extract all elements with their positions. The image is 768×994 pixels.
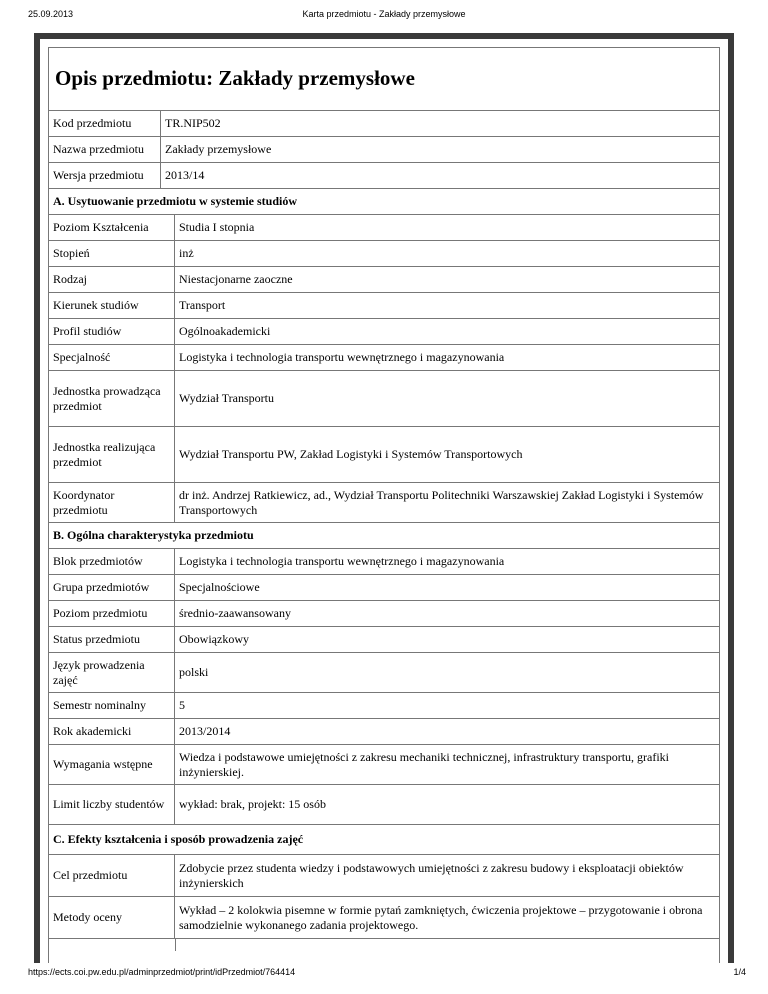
section-c-heading: C. Efekty kształcenia i sposób prowadzenia zajęć: [49, 824, 719, 854]
row-value: Wiedza i podstawowe umiejętności z zakresu mechaniki technicznej, infrastruktury transportu, grafiki inżynierskiej.: [179, 749, 670, 779]
row-value: 5: [179, 698, 185, 712]
row-value: Obowiązkowy: [179, 632, 249, 646]
row-label: Nazwa przedmiotu: [49, 137, 161, 162]
row-value: Studia I stopnia: [179, 220, 255, 234]
row-value: wykład: brak, projekt: 15 osób: [179, 797, 326, 811]
table-row-course-name: [49, 136, 719, 162]
table-row: [49, 784, 719, 824]
table-row: [49, 854, 719, 896]
row-label: Kierunek studiów: [49, 293, 175, 318]
row-label: Metody oceny: [49, 897, 175, 938]
row-value: Transport: [179, 298, 226, 312]
row-value: Wykład – 2 kolokwia pisemne w formie pytań zamkniętych, ćwiczenia projektowe – przygotowanie i obrona samodzielnie wykonanego zadania projektowego.: [179, 902, 703, 932]
table-row-continuation: [49, 938, 719, 951]
table-row: [49, 292, 719, 318]
table-row: [49, 718, 719, 744]
print-header: [0, 9, 768, 23]
document-body: [48, 47, 720, 963]
row-value: Niestacjonarne zaoczne: [179, 272, 293, 286]
row-label: Jednostka prowadząca przedmiot: [49, 371, 175, 426]
row-value: Logistyka i technologia transportu wewnętrznego i magazynowania: [179, 350, 505, 364]
table-row: [49, 318, 719, 344]
row-label: Limit liczby studentów: [49, 785, 175, 824]
row-label: Semestr nominalny: [49, 693, 175, 718]
table-row: [49, 574, 719, 600]
table-row: [49, 214, 719, 240]
row-label: Specjalność: [49, 345, 175, 370]
row-label: Blok przedmiotów: [49, 549, 175, 574]
row-label: Wersja przedmiotu: [49, 163, 161, 188]
print-date: 25.09.2013: [28, 9, 74, 19]
row-value: inż: [179, 246, 194, 260]
row-value: polski: [179, 665, 209, 679]
row-value: Ogólnoakademicki: [179, 324, 271, 338]
row-label: Rok akademicki: [49, 719, 175, 744]
table-row-course-code: [49, 110, 719, 136]
table-row: [49, 600, 719, 626]
row-label: Koordynator przedmiotu: [49, 483, 175, 522]
row-label: Profil studiów: [49, 319, 175, 344]
table-row: [49, 240, 719, 266]
table-row: [49, 370, 719, 426]
section-a-heading: A. Usytuowanie przedmiotu w systemie studiów: [49, 188, 719, 214]
row-value: dr inż. Andrzej Ratkiewicz, ad., Wydział Transportu Politechniki Warszawskiej Zakład Logistyki i Systemów Transportowych: [179, 487, 704, 517]
row-label: Grupa przedmiotów: [49, 575, 175, 600]
table-row: [49, 344, 719, 370]
section-b-heading: B. Ogólna charakterystyka przedmiotu: [49, 522, 719, 548]
row-label: Status przedmiotu: [49, 627, 175, 652]
row-value: średnio-zaawansowany: [179, 606, 291, 620]
row-value: TR.NIP502: [165, 116, 221, 130]
row-label: Stopień: [49, 241, 175, 266]
course-table: [49, 110, 719, 951]
row-value: 2013/2014: [179, 724, 231, 738]
row-label: Poziom Kształcenia: [49, 215, 175, 240]
print-footer: [0, 967, 768, 981]
table-row: [49, 482, 719, 522]
row-label: Jednostka realizująca przedmiot: [49, 427, 175, 482]
row-label: Rodzaj: [49, 267, 175, 292]
table-row-course-version: [49, 162, 719, 188]
print-url[interactable]: https://ects.coi.pw.edu.pl/adminprzedmiot/print/idPrzedmiot/764414: [28, 967, 296, 977]
row-value: 2013/14: [165, 168, 205, 182]
row-label: Wymagania wstępne: [49, 745, 175, 784]
page-number: 1/4: [733, 967, 746, 977]
table-row: [49, 744, 719, 784]
row-value: Zakłady przemysłowe: [165, 142, 272, 156]
row-value: Specjalnościowe: [179, 580, 260, 594]
row-value: Wydział Transportu PW, Zakład Logistyki i Systemów Transportowych: [179, 447, 523, 461]
table-row: [49, 626, 719, 652]
table-row: [49, 548, 719, 574]
row-label: Kod przedmiotu: [49, 111, 161, 136]
row-label: Poziom przedmiotu: [49, 601, 175, 626]
table-row: [49, 266, 719, 292]
row-label: Język prowadzenia zajęć: [49, 653, 175, 692]
document-frame: [34, 33, 734, 963]
table-row: [49, 896, 719, 938]
table-row: [49, 652, 719, 692]
print-page-title: Karta przedmiotu - Zakłady przemysłowe: [302, 9, 466, 19]
row-label: Cel przedmiotu: [49, 855, 175, 896]
row-value: Wydział Transportu: [179, 391, 274, 405]
row-value: Zdobycie przez studenta wiedzy i podstawowych umiejętności z zakresu budowy i eksploatacji obiektów inżynierskich: [179, 860, 684, 890]
table-row: [49, 426, 719, 482]
page-title: Opis przedmiotu: Zakłady przemysłowe: [55, 66, 415, 90]
row-value: Logistyka i technologia transportu wewnętrznego i magazynowania: [179, 554, 505, 568]
table-row: [49, 692, 719, 718]
